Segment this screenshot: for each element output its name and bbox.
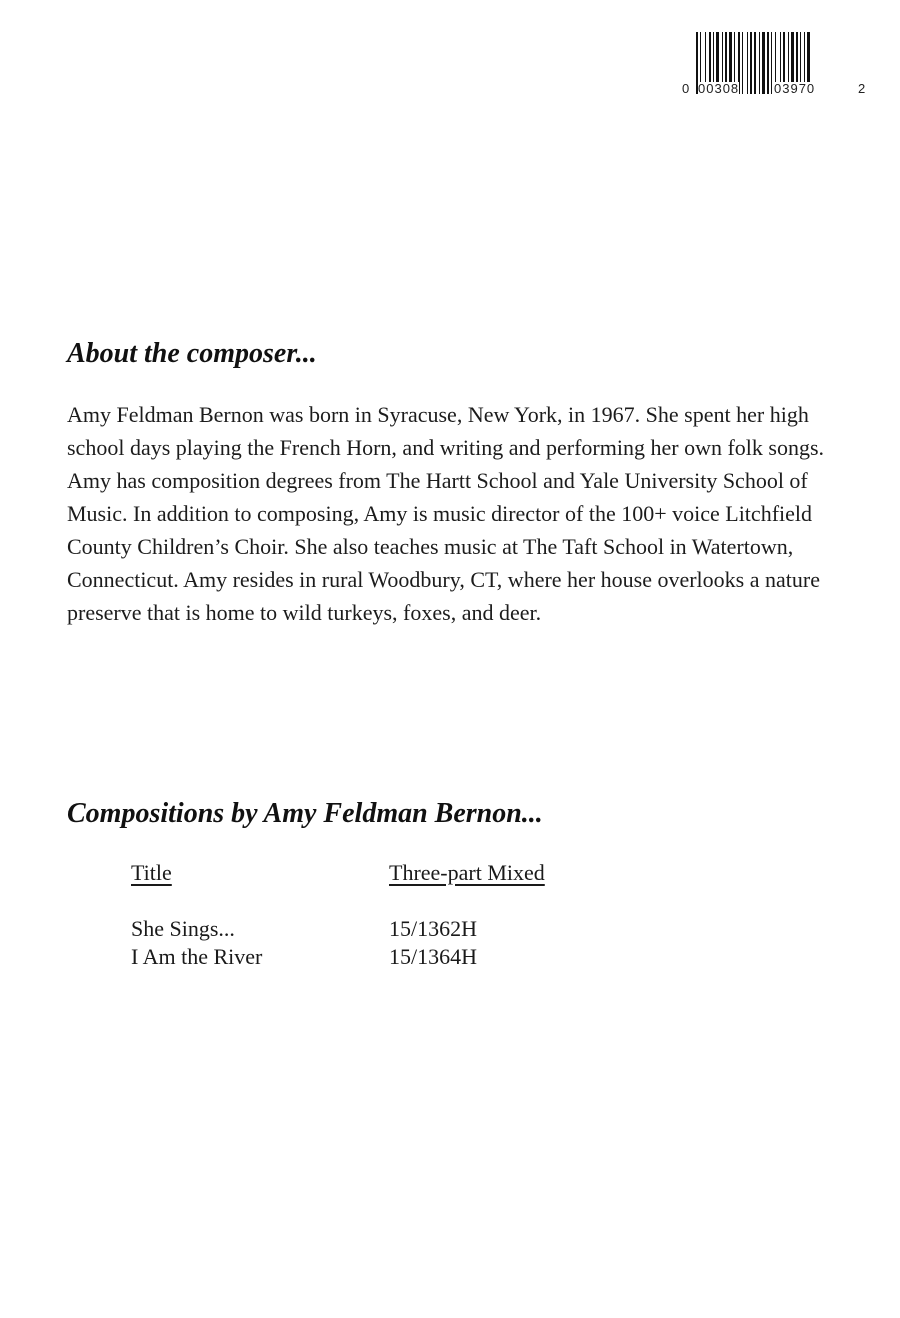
column-header-title: Title [131,860,172,885]
barcode [682,30,867,102]
barcode-group-2: 03970 [774,81,816,96]
column-header-three-part-mixed: Three-part Mixed [389,860,545,885]
composer-bio: Amy Feldman Bernon was born in Syracuse, New York, in 1967. She spent her high school days playing the French Horn, and writing and performing her own folk songs. Amy has composition degrees from The Hartt School and Yale University School of Music. In addition to composing, Amy is music director of the 100+ voice Litchfield County Children’s Choir. She also teaches music at The Taft School in Watertown, Connecticut. Amy resides in rural Woodbury, CT, where her house overlooks a nature preserve that is home to wild turkeys, foxes, and deer. [67,402,825,625]
barcode-digits [682,80,867,100]
composition-code: 15/1362H [389,916,477,941]
composition-title: She Sings... [131,916,235,941]
barcode-check-digit: 2 [858,81,867,96]
table-row [131,916,631,944]
table-row [131,944,631,972]
barcode-leading-digit: 0 [682,81,691,96]
composition-title: I Am the River [131,944,263,969]
about-heading: About the composer... [67,338,317,369]
composition-code: 15/1364H [389,944,477,969]
barcode-group-1: 00308 [698,81,740,96]
compositions-heading: Compositions by Amy Feldman Bernon... [67,798,543,829]
